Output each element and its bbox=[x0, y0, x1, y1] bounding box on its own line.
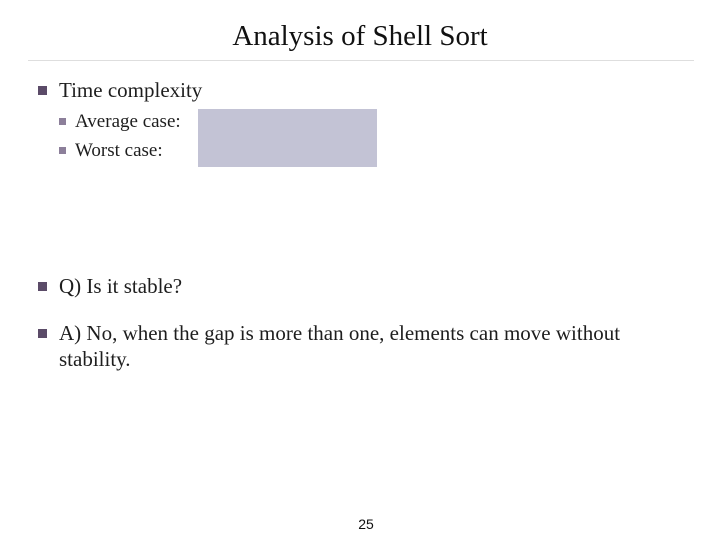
square-bullet-icon bbox=[38, 282, 47, 291]
bullet-question bbox=[38, 273, 182, 299]
sub-bullet-average-case bbox=[59, 110, 181, 134]
bullet-answer bbox=[38, 320, 658, 372]
sub-bullet-text: Worst case: bbox=[75, 140, 163, 161]
slide-title: Analysis of Shell Sort bbox=[232, 20, 488, 52]
redacted-answer-box bbox=[198, 109, 377, 167]
square-bullet-icon bbox=[38, 329, 47, 338]
bullet-text: A) No, when the gap is more than one, elements can move without stability. bbox=[59, 321, 621, 371]
bullet-text: Time complexity bbox=[59, 78, 203, 102]
bullet-time-complexity bbox=[38, 77, 202, 103]
square-bullet-icon bbox=[59, 147, 66, 154]
page-number: 25 bbox=[358, 516, 374, 532]
sub-bullet-worst-case bbox=[59, 139, 163, 163]
title-divider bbox=[28, 60, 694, 61]
square-bullet-icon bbox=[59, 118, 66, 125]
square-bullet-icon bbox=[38, 86, 47, 95]
bullet-text: Q) Is it stable? bbox=[59, 274, 183, 298]
sub-bullet-text: Average case: bbox=[75, 111, 181, 132]
